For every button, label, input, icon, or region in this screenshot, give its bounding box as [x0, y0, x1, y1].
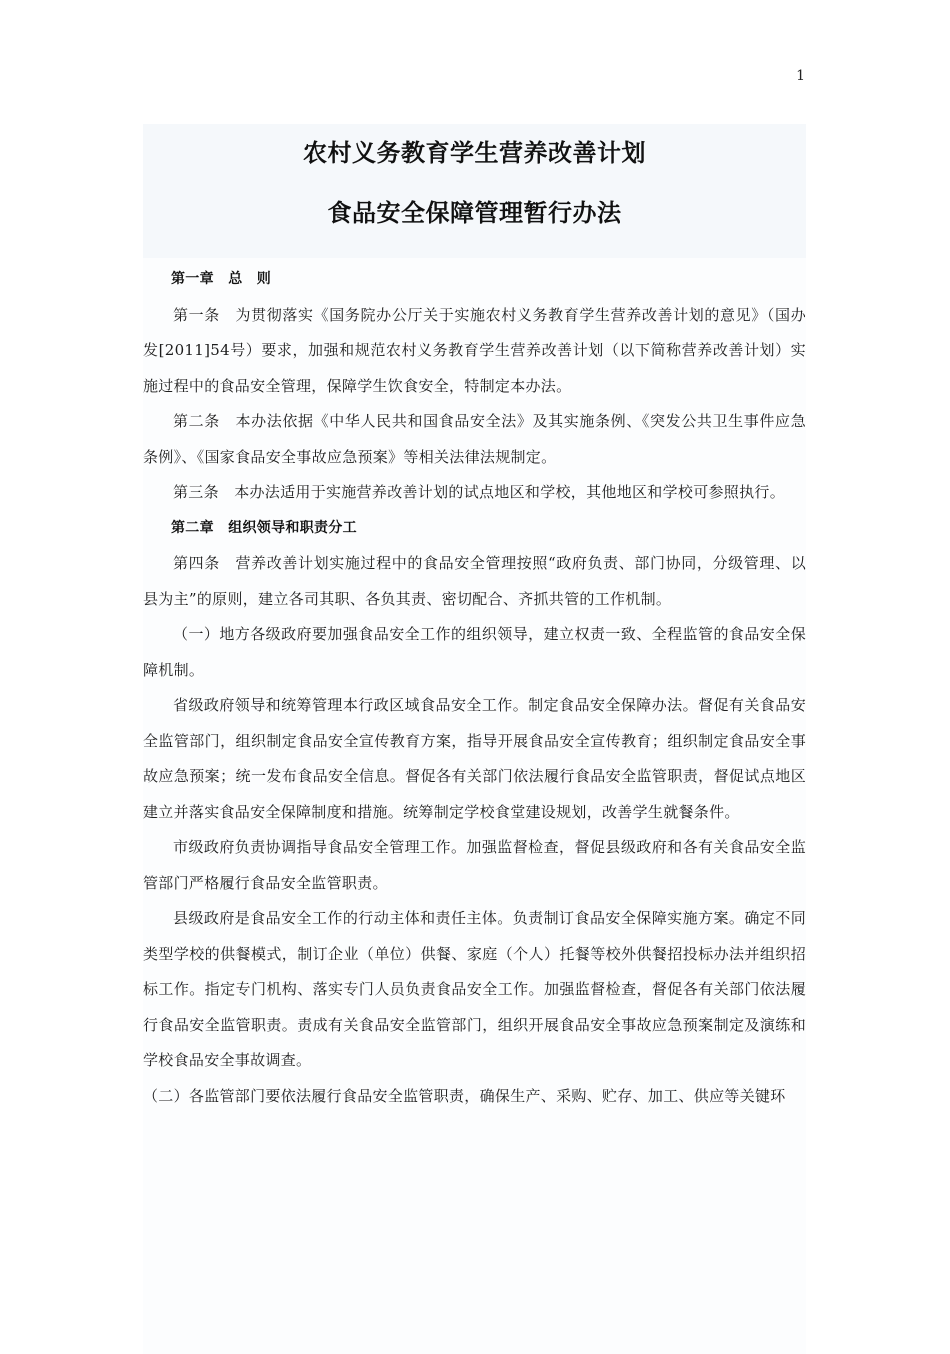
article-paragraph: 第一条 为贯彻落实《国务院办公厅关于实施农村义务教育学生营养改善计划的意见》（国办发[2011]54号）要求，加强和规范农村义务教育学生营养改善计划（以下简称营养改善计划）实施过程中的食品安全管理，保障学生饮食安全，特制定本办法。: [143, 305, 806, 395]
article-paragraph: （二）各监管部门要依法履行食品安全监管职责，确保生产、采购、贮存、加工、供应等关键环: [143, 1086, 786, 1105]
document-content: [143, 124, 806, 1354]
article-paragraph: 省级政府领导和统筹管理本行政区域食品安全工作。制定食品安全保障办法。督促有关食品安全监管部门，组织制定食品安全宣传教育方案，指导开展食品安全宣传教育；组织制定食品安全事故应急预案；统一发布食品安全信息。督促各有关部门依法履行食品安全监管职责，督促试点地区建立并落实食品安全保障制度和措施。统筹制定学校食堂建设规划，改善学生就餐条件。: [143, 696, 806, 821]
document-title-line-2: 食品安全保障管理暂行办法: [327, 199, 622, 227]
article-paragraph: 市级政府负责协调指导食品安全管理工作。加强监督检查，督促县级政府和各有关食品安全监管部门严格履行食品安全监管职责。: [143, 838, 806, 892]
article-paragraph: 第三条 本办法适用于实施营养改善计划的试点地区和学校，其他地区和学校可参照执行。: [173, 483, 786, 501]
document-body: [143, 258, 806, 1114]
page-number: 1: [796, 68, 805, 84]
article-paragraph: 县级政府是食品安全工作的行动主体和责任主体。负责制订食品安全保障实施方案。确定不同类型学校的供餐模式，制订企业（单位）供餐、家庭（个人）托餐等校外供餐招投标办法并组织招标工作。指定专门机构、落实专门人员负责食品安全工作。加强监督检查，督促各有关部门依法履行食品安全监管职责。责成有关食品安全监管部门，组织开展食品安全事故应急预案制定及演练和学校食品安全事故调查。: [143, 909, 806, 1069]
chapter-heading: 第二章 组织领导和职责分工: [171, 519, 357, 536]
article-paragraph: （一）地方各级政府要加强食品安全工作的组织领导，建立权责一致、全程监管的食品安全保障机制。: [143, 625, 806, 679]
title-block: [143, 124, 806, 258]
document-title-line-1: 农村义务教育学生营养改善计划: [303, 139, 646, 167]
article-paragraph: 第二条 本办法依据《中华人民共和国食品安全法》及其实施条例、《突发公共卫生事件应急条例》、《国家食品安全事故应急预案》等相关法律法规制定。: [143, 412, 806, 466]
chapter-heading: 第一章 总 则: [171, 271, 272, 287]
article-paragraph: 第四条 营养改善计划实施过程中的食品安全管理按照“政府负责、部门协同，分级管理、以县为主”的原则，建立各司其职、各负其责、密切配合、齐抓共管的工作机制。: [143, 554, 806, 608]
